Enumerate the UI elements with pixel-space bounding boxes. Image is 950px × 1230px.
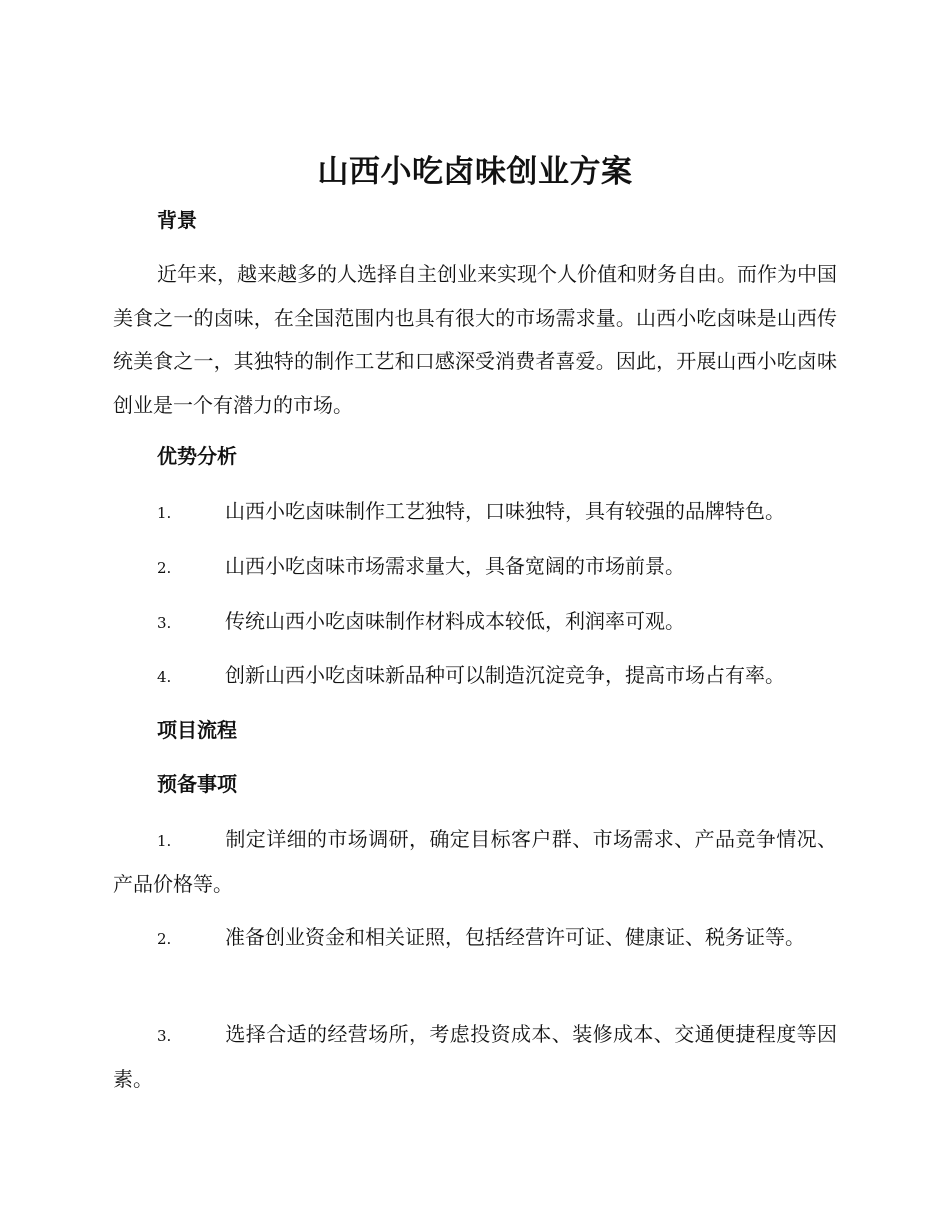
list-item-number: 2. — [157, 559, 172, 577]
list-item-text: 选择合适的经营场所，考虑投资成本、装修成本、交通便捷程度等因素。 — [113, 1022, 837, 1091]
list-item-number: 1. — [157, 504, 172, 522]
list-item-text: 山西小吃卤味市场需求量大，具备宽阔的市场前景。 — [225, 554, 685, 578]
list-item — [113, 490, 837, 535]
list-item-text: 创新山西小吃卤味新品种可以制造沉淀竞争，提高市场占有率。 — [225, 663, 785, 687]
list-item — [113, 1013, 837, 1101]
list-item-number: 1. — [157, 832, 172, 850]
section-heading-preparation: 预备事项 — [157, 772, 237, 796]
list-item-text: 山西小吃卤味制作工艺独特，口味独特，具有较强的品牌特色。 — [225, 499, 785, 523]
list-item-text: 制定详细的市场调研，确定目标客户群、市场需求、产品竞争情况、产品价格等。 — [113, 827, 837, 896]
list-item-number: 3. — [157, 614, 172, 632]
section-heading-advantages: 优势分析 — [157, 444, 237, 468]
list-item-number: 2. — [157, 930, 172, 948]
list-item — [113, 916, 837, 961]
document-title: 山西小吃卤味创业方案 — [317, 154, 633, 190]
background-paragraph: 近年来，越来越多的人选择自主创业来实现个人价值和财务自由。而作为中国美食之一的卤味，在全国范围内也具有很大的市场需求量。山西小吃卤味是山西传统美食之一，其独特的制作工艺和口感深受消费者喜爱。因此，开展山西小吃卤味创业是一个有潜力的市场。 — [113, 262, 837, 417]
list-item — [113, 818, 837, 906]
list-item-number: 4. — [157, 668, 172, 686]
section-heading-background: 背景 — [157, 208, 197, 232]
list-item — [113, 545, 837, 590]
section-heading-process: 项目流程 — [157, 718, 237, 742]
list-item — [113, 600, 837, 645]
list-item — [113, 654, 837, 699]
list-item-number: 3. — [157, 1027, 172, 1045]
list-item-text: 传统山西小吃卤味制作材料成本较低，利润率可观。 — [225, 609, 685, 633]
list-item-text: 准备创业资金和相关证照，包括经营许可证、健康证、税务证等。 — [225, 925, 805, 949]
